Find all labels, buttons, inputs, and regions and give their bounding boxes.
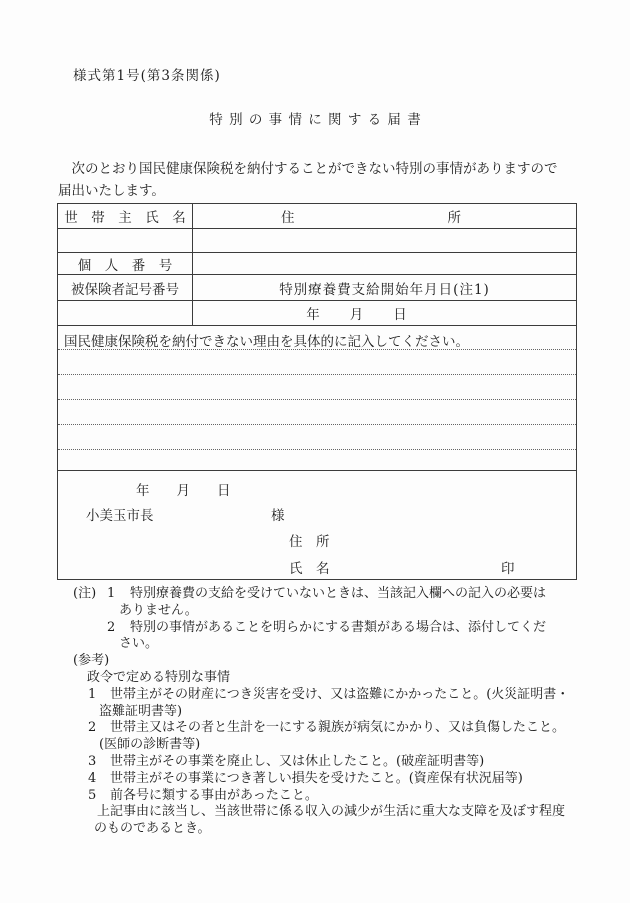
note-text: 特別療養費の支給を受けていないときは、当該記入欄への記入の必要は [130,586,547,601]
name-field-label: 氏 名 [289,561,330,577]
reference-closing-line-2: のものであるとき。 [94,821,211,837]
address-header [193,204,576,228]
reference-number: 5 [88,787,97,803]
note-text-continued: ありません。 [119,602,198,618]
reference-item-4 [73,771,585,788]
reason-blank-line [58,375,576,400]
reason-blank-line [58,350,576,375]
notes-section [73,586,585,838]
notes-label: (注) [73,586,97,601]
reference-text: 世帯主がその財産につき災害を受け、又は盗難にかかったこと。(火災証明書・ [110,686,570,702]
note-number: 1 [107,586,116,601]
note-text: 特別の事情があることを明らかにする書類がある場合は、添付してくだ [130,619,547,635]
personal-number-label: 個 人 番 号 [58,253,193,274]
reason-blank-line [58,425,576,450]
reason-blank-line [58,400,576,425]
intro-line-2: 届出いたします。 [58,183,165,199]
reference-text: 前各号に類する事由があったこと。 [110,787,318,803]
reference-text-continued: 盗難証明書等) [99,703,183,719]
reason-prompt: 国民健康保険税を納付できない理由を具体的に記入してください。 [58,326,576,350]
form-number: 様式第1号(第3条関係) [73,68,221,84]
reference-item-2 [73,720,585,737]
reference-item-5 [73,788,585,805]
table-row-personal-number [58,253,576,275]
reference-heading: 政令で定める特別な事情 [87,669,231,685]
householder-name-label: 世 帯 主 氏 名 [58,204,193,228]
householder-name-entry-area [58,229,193,252]
addressee-mayor: 小美玉市長 [86,508,154,524]
honorific-sama: 様 [271,508,285,524]
table-row-benefit-date [58,301,576,326]
reference-text: 世帯主がその事業につき著しい損失を受けたこと。(資産保有状況届等) [110,770,523,786]
reason-blank-lines [58,350,576,450]
reference-item-1 [73,687,585,704]
reference-text: 世帯主がその事業を廃止し、又は休止したこと。(破産証明書等) [110,753,485,769]
form-table [57,203,577,580]
reference-number: 2 [88,720,97,736]
insured-number-entry-area [58,301,193,325]
table-row-header [58,204,576,229]
reference-label: (参考) [73,653,110,669]
reference-closing-line-1: 上記事由に該当し、当該世帯に係る収入の減少が生活に重大な支障を及ぼす程度 [97,804,566,820]
note-text-continued: さい。 [119,636,159,652]
address-label-left: 住 [281,210,295,226]
intro-paragraph [58,158,558,202]
reason-section [58,326,576,471]
notes-label-spacer [73,620,107,637]
address-field-label: 住 所 [289,534,330,550]
reference-number: 4 [88,770,97,786]
note-number: 2 [107,619,116,635]
note-item-1 [73,586,585,603]
intro-line-1: 次のとおり国民健康保険税を納付することができない特別の事情がありますので [58,161,558,177]
special-benefit-start-label: 特別療養費支給開始年月日(注1) [279,281,490,298]
insured-number-label: 被保険者記号番号 [58,275,193,300]
personal-number-cells [193,253,576,274]
reference-text-continued: (医師の診断書等) [99,737,201,753]
note-item-2 [73,620,585,637]
reference-number: 3 [88,753,97,769]
table-row-name-entry [58,229,576,253]
reference-text: 世帯主又はその者と生計を一にする親族が病気にかかり、又は負傷したこと。 [110,720,566,736]
address-entry-area [193,229,576,252]
benefit-date-placeholder: 年 月 日 [306,307,408,323]
seal-mark: 印 [501,561,515,577]
signature-section [58,471,576,579]
reference-number: 1 [88,686,97,702]
form-title: 特 別 の 事 情 に 関 す る 届 書 [209,112,421,128]
table-row-insured-number [58,275,576,301]
address-label-right: 所 [447,210,461,226]
reference-item-3 [73,754,585,771]
signature-date-placeholder: 年 月 日 [136,483,231,499]
